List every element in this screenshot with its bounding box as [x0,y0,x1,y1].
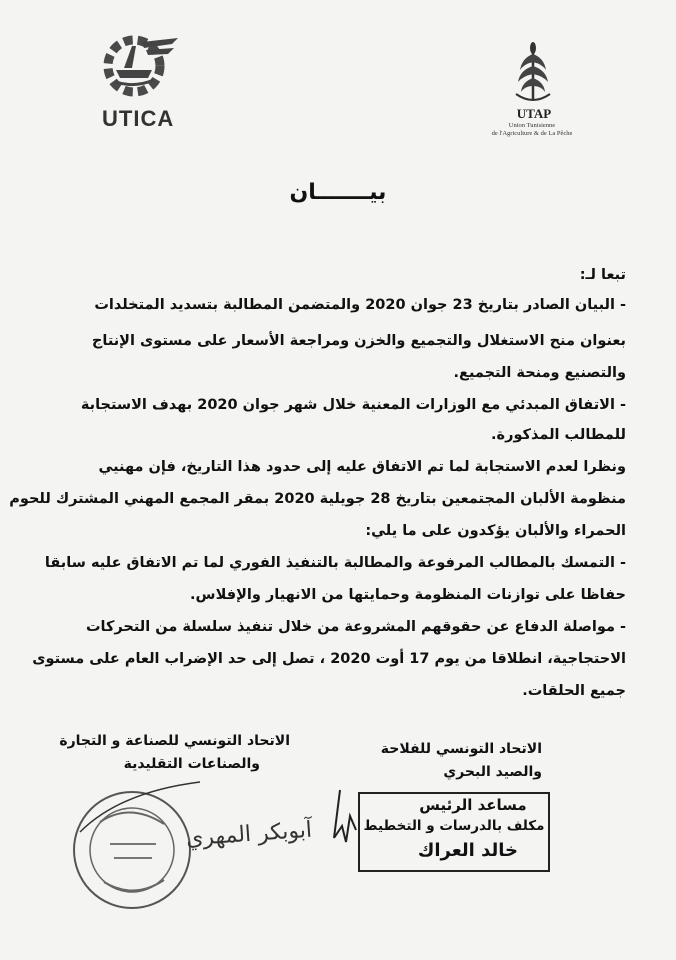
body-line: الحمراء والألبان يؤكدون على ما يلي: [365,523,626,539]
body-line: - البيان الصادر بتاريخ 23 جوان 2020 والمتضمن المطالبة بتسديد المتخلدات [94,297,626,313]
utica-logo [88,28,198,138]
body-line: ونظرا لعدم الاستجابة لما تم الاتفاق عليه إلى حدود هذا التاريخ، فإن مهنيي [98,459,626,475]
body-line: بعنوان منح الاستغلال والتجميع والخزن ومراجعة الأسعار على مستوى الإنتاج [91,333,626,349]
body-line: منظومة الألبان المجتمعين بتاريخ 28 جويلية 2020 بمقر المجمع المهني المشترك للحوم [9,491,626,507]
document-title: بيـــــــان [289,180,387,205]
signature-mark [320,786,364,846]
utica-logo-text: UTICA [102,106,175,131]
body-line: الاحتجاجية، انطلاقا من يوم 17 أوت 2020 ، تصل إلى حد الإضراب العام على مستوى [32,651,626,667]
handwritten-signature: آبوبكر المهري [185,817,313,852]
utap-logo [478,40,588,150]
body-line: - التمسك بالمطالب المرفوعة والمطالبة بالتنفيذ الفوري لما تم الاتفاق عليه سابقا [44,555,626,571]
gear-icon [102,28,180,104]
body-line: والتصنيع ومنحة التجميع. [453,365,626,381]
body-line: - مواصلة الدفاع عن حقوقهم المشروعة من خلال تنفيذ سلسلة من التحركات [85,619,626,635]
utica-signature-block: الاتحاد التونسي للصناعة و التجارة والصناعات التقليدية [59,733,290,772]
utap-signature-block: الاتحاد التونسي للفلاحة والصيد البحري [380,741,542,780]
official-stamp: مساعد الرئيس مكلف بالدرسات و التخطيط خالد العراك [358,792,550,872]
utap-logo-text: UTAP [516,106,552,121]
body-line: حفاظا على توازنات المنظومة وحمايتها من الانهيار والإفلاس. [190,587,626,603]
body-line: - الاتفاق المبدئي مع الوزارات المعنية خلال شهر جوان 2020 بهدف الاستجابة [80,397,626,413]
body-line: للمطالب المذكورة. [491,427,626,443]
wheat-icon [508,40,558,106]
intro-line: تبعا لـ: [579,267,626,283]
body-line: جميع الحلقات. [522,683,626,699]
utap-logo-subtitle: Union Tunisienne de l'Agriculture & de La Pêche [491,122,573,137]
